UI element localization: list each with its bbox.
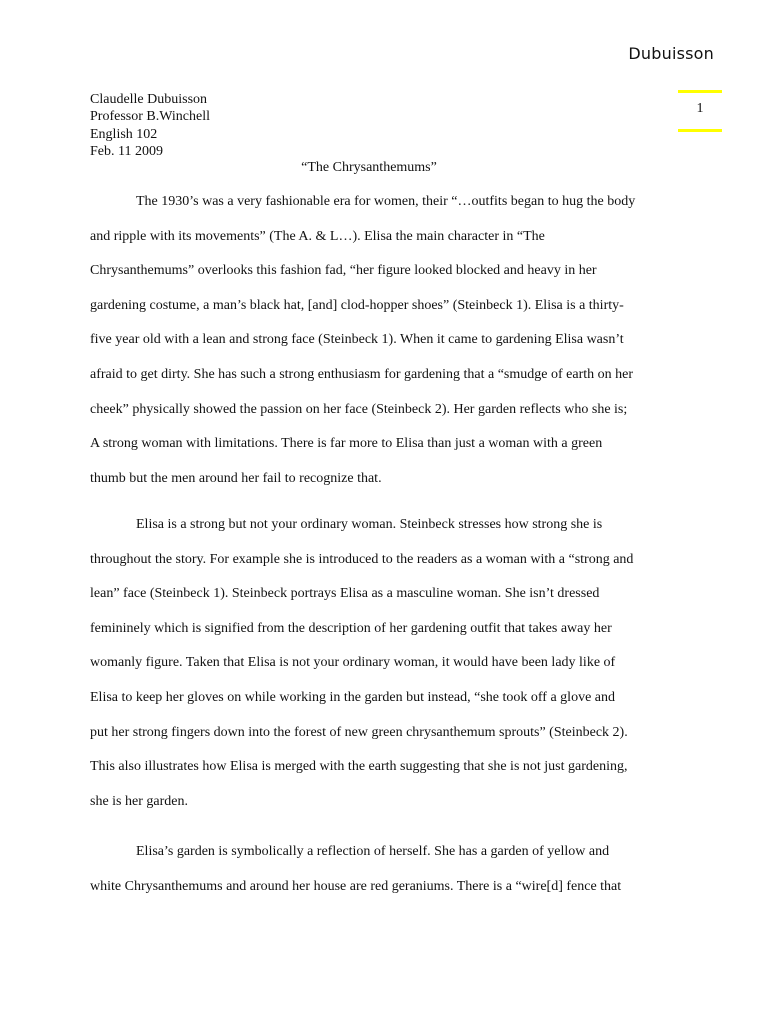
paragraph-line: Elisa’s garden is symbolically a reflection of herself. She has a garden of yellow and [136, 844, 610, 859]
essay-date: Feb. 11 2009 [90, 144, 163, 160]
course-name: English 102 [90, 126, 158, 142]
paragraph-line: five year old with a lean and strong face (Steinbeck 1). When it came to gardening Elisa wasn’t [90, 332, 624, 348]
paragraph-line: thumb but the men around her fail to recognize that. [90, 470, 382, 486]
paragraph-line: white Chrysanthemums and around her house are red geraniums. There is a “wire[d] fence that [90, 878, 622, 894]
paragraph-line: gardening costume, a man’s black hat, [and] clod-hopper shoes” (Steinbeck 1). Elisa is a thirty- [90, 297, 624, 313]
essay-title: “The Chrysanthemums” [301, 160, 437, 175]
paragraph-line: cheek” physically showed the passion on her face (Steinbeck 2). Her garden reflects who she is; [90, 401, 628, 417]
paragraph-line: throughout the story. For example she is introduced to the readers as a woman with a “strong and [90, 551, 634, 567]
paragraph-line: femininely which is signified from the description of her gardening outfit that takes away her [90, 620, 612, 636]
page-number-top-rule [678, 90, 722, 93]
paragraph-line: The 1930’s was a very fashionable era for women, their “…outfits began to hug the body [136, 194, 636, 209]
running-head: Dubuisson [628, 44, 714, 63]
paragraph-line: lean” face (Steinbeck 1). Steinbeck portrays Elisa as a masculine woman. She isn’t dressed [90, 586, 600, 602]
paragraph-line: Chrysanthemums” overlooks this fashion fad, “her figure looked blocked and heavy in her [90, 263, 597, 279]
paragraph-1 [90, 185, 680, 496]
page-number: 1 [696, 101, 704, 116]
page-number-bottom-rule [678, 129, 722, 132]
paragraph-line: afraid to get dirty. She has such a strong enthusiasm for gardening that a “smudge of earth on her [90, 366, 633, 382]
mla-heading [90, 91, 210, 161]
paragraph-2 [90, 508, 680, 819]
paragraph-line: put her strong fingers down into the forest of new green chrysanthemum sprouts” (Steinbeck 2). [90, 724, 628, 740]
essay-title-wrap [0, 160, 768, 176]
paragraph-line: This also illustrates how Elisa is merged with the earth suggesting that she is not just gardening, [90, 759, 628, 775]
paragraph-line: Elisa is a strong but not your ordinary woman. Steinbeck stresses how strong she is [136, 517, 603, 532]
paragraph-line: and ripple with its movements” (The A. & L…). Elisa the main character in “The [90, 228, 545, 244]
paragraph-line: she is her garden. [90, 793, 188, 809]
paragraph-line: A strong woman with limitations. There is far more to Elisa than just a woman with a green [90, 436, 603, 452]
paragraph-line: womanly figure. Taken that Elisa is not your ordinary woman, it would have been lady like of [90, 655, 616, 671]
student-name: Claudelle Dubuisson [90, 92, 208, 107]
professor-name: Professor B.Winchell [90, 109, 210, 125]
page-number-box [678, 90, 722, 132]
paragraph-line: Elisa to keep her gloves on while working in the garden but instead, “she took off a glove and [90, 689, 615, 705]
paragraph-3 [90, 835, 680, 904]
